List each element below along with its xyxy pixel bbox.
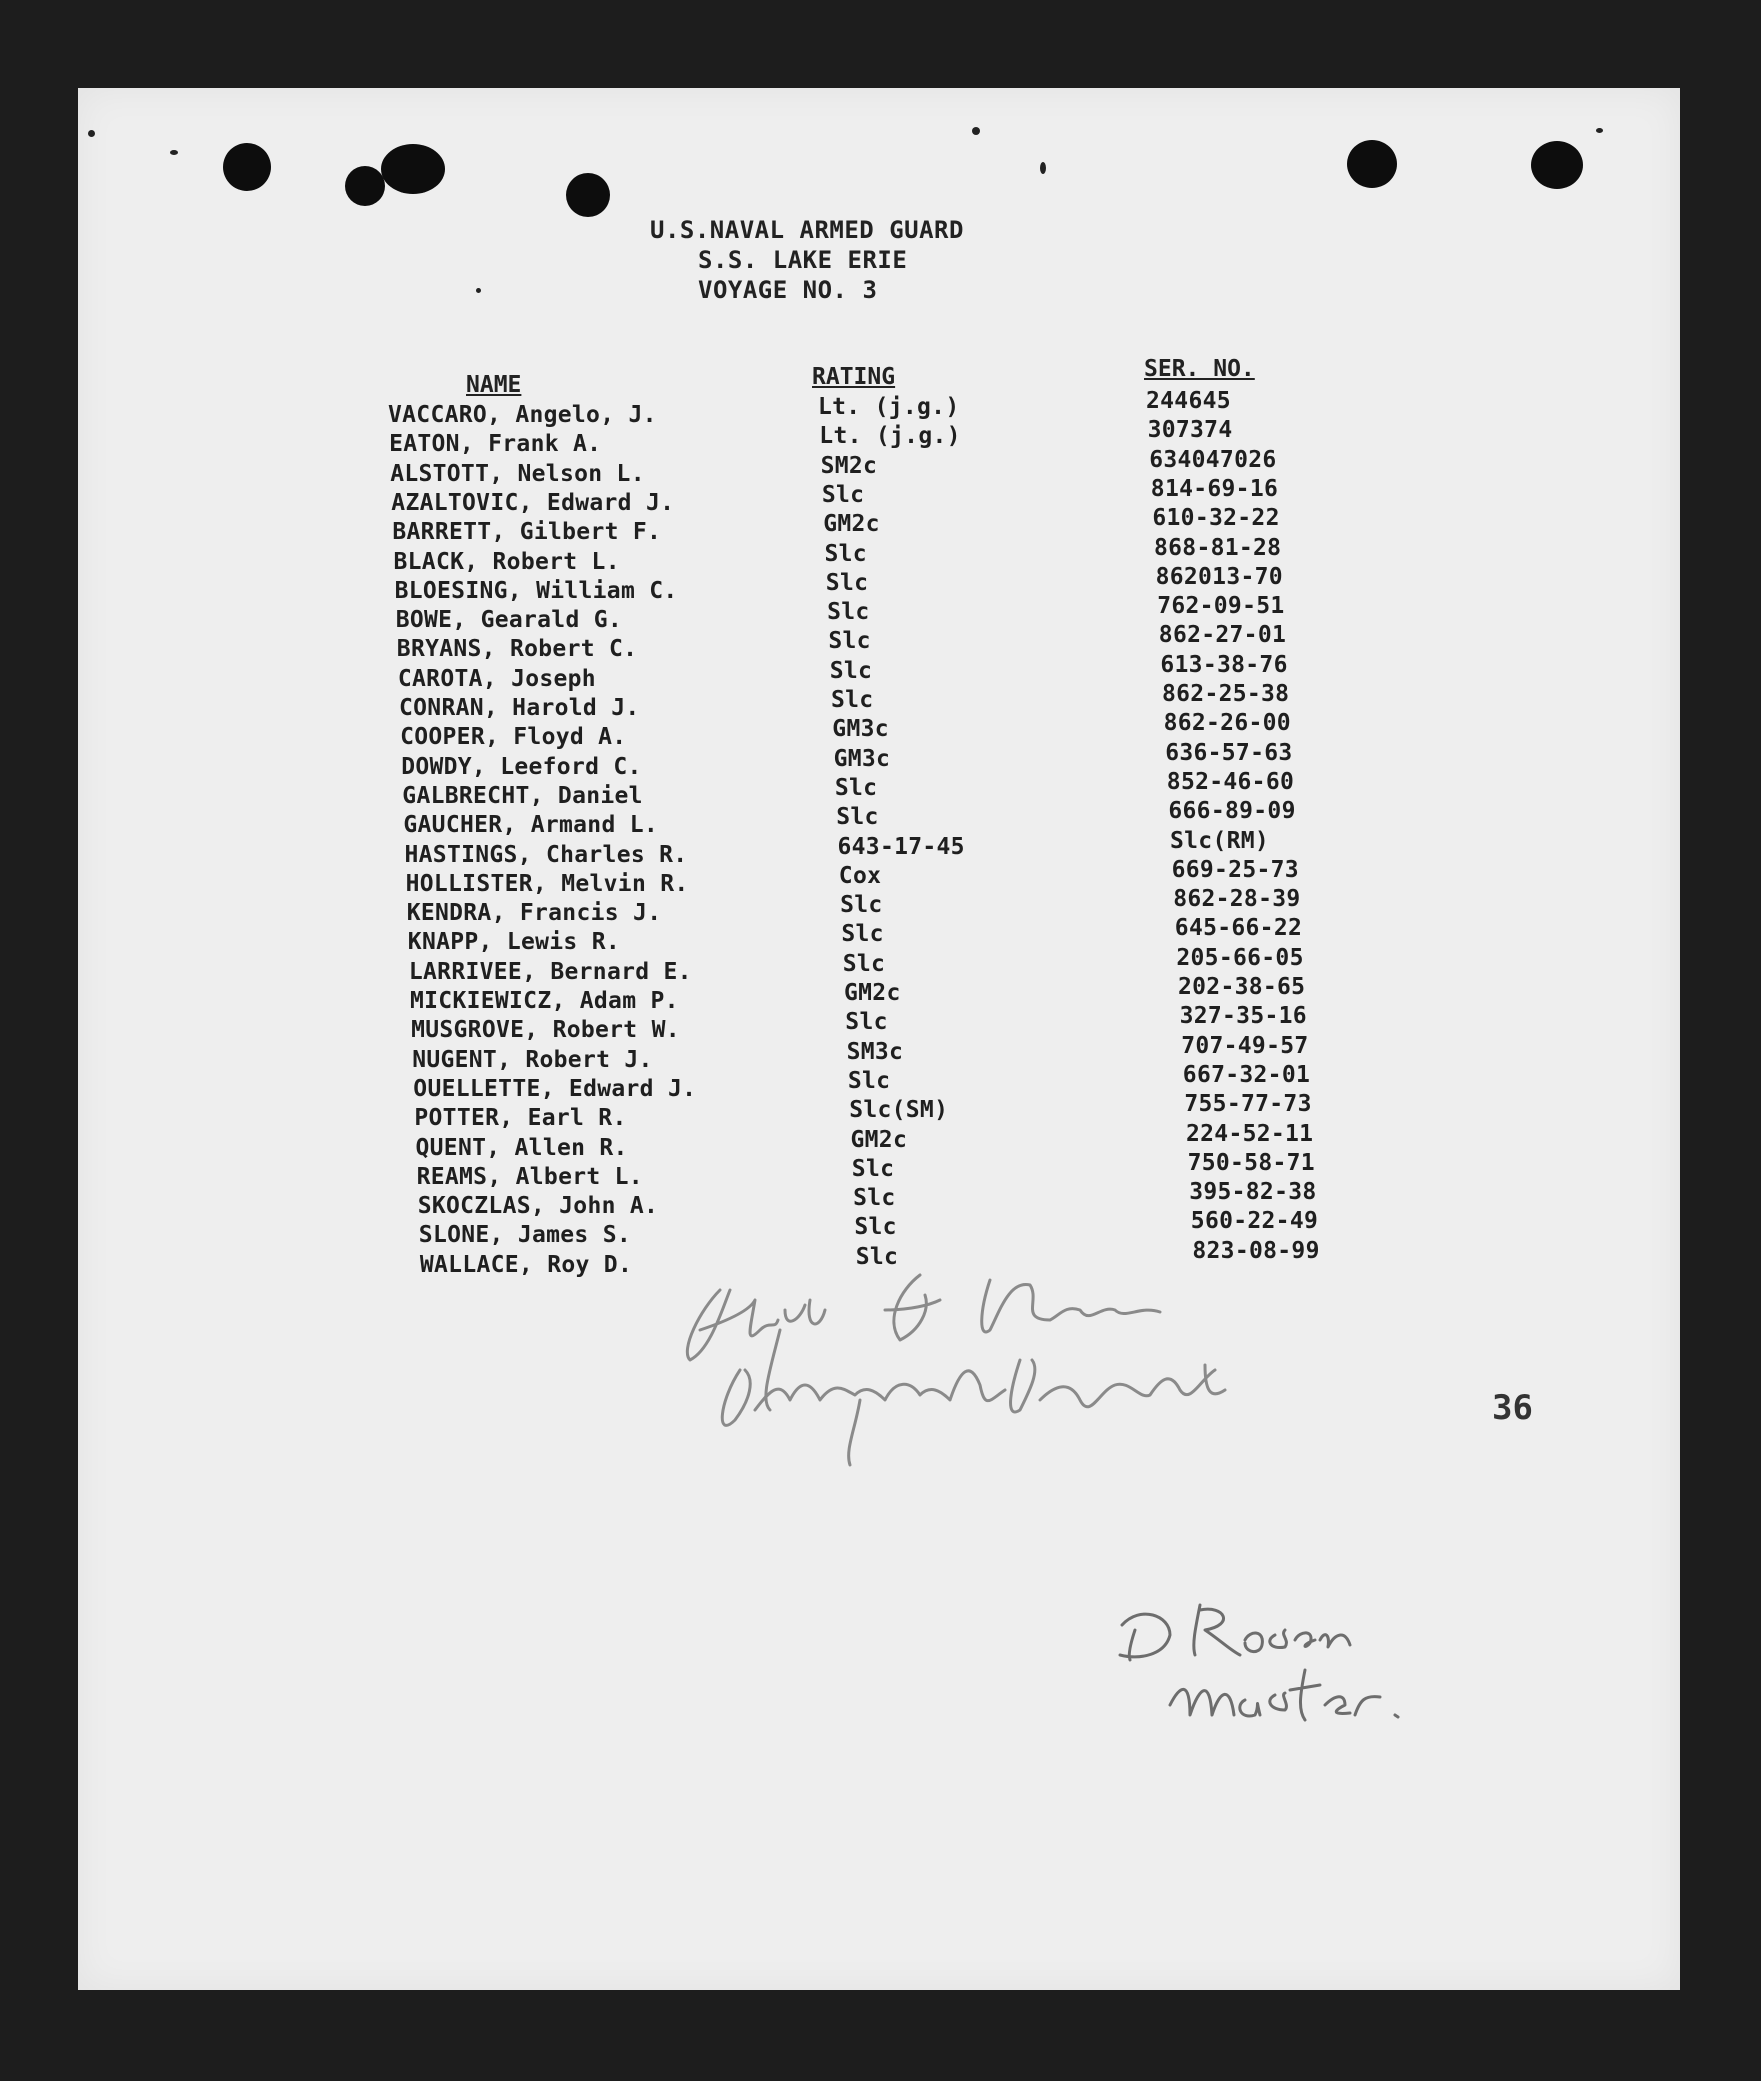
crew-rating: Slc	[853, 1185, 896, 1212]
crew-rating: Slc	[840, 892, 883, 919]
crew-serial-number: 634047026	[1149, 446, 1277, 473]
crew-serial-number: 862-27-01	[1158, 622, 1287, 649]
crew-serial-number: 814-69-16	[1150, 475, 1279, 502]
ink-speck	[972, 127, 980, 135]
crew-rating: GM2c	[850, 1126, 908, 1153]
crew-serial-number: 636-57-63	[1165, 739, 1293, 766]
ink-speck	[1596, 128, 1603, 133]
crew-rating: Cox	[838, 862, 882, 889]
crew-name: REAMS, Albert L.	[416, 1163, 643, 1190]
ink-speck	[88, 130, 95, 137]
crew-rating: Slc	[854, 1214, 897, 1241]
crew-rating: Slc	[828, 628, 871, 655]
crew-name: BRYANS, Robert C.	[396, 636, 638, 663]
crew-serial-number: 224-52-11	[1186, 1120, 1314, 1147]
column-header-serial: SER. NO.	[1144, 356, 1255, 382]
crew-serial-number: 613-38-76	[1160, 651, 1288, 678]
page-number: 36	[1492, 1388, 1533, 1428]
column-header-rating: RATING	[812, 364, 896, 390]
crew-rating: Slc(SM)	[849, 1097, 949, 1124]
crew-name: MICKIEWICZ, Adam P.	[410, 988, 679, 1014]
crew-serial-number: 666-89-09	[1168, 798, 1296, 825]
ink-speck	[1040, 162, 1046, 174]
crew-serial-number: 862-28-39	[1173, 886, 1301, 913]
ship-name: S.S. LAKE ERIE	[698, 246, 908, 274]
crew-name: GAUCHER, Armand L.	[403, 812, 659, 839]
crew-name: KENDRA, Francis J.	[406, 900, 662, 927]
crew-serial-number: 762-09-51	[1157, 593, 1285, 620]
crew-rating: Slc	[851, 1155, 895, 1182]
punch-hole	[1531, 141, 1583, 189]
crew-rating: Slc	[842, 950, 886, 977]
crew-name: HASTINGS, Charles R.	[404, 841, 688, 868]
crew-name: MUSGROVE, Robert W.	[411, 1017, 680, 1044]
crew-rating: GM3c	[833, 745, 891, 772]
crew-serial-number: 645-66-22	[1174, 915, 1303, 942]
crew-name: KNAPP, Lewis R.	[407, 929, 621, 956]
crew-serial-number: 244645	[1146, 388, 1231, 414]
voyage-number: VOYAGE NO. 3	[698, 276, 878, 304]
crew-serial-number: 669-25-73	[1171, 856, 1299, 883]
crew-rating: Slc	[831, 687, 874, 713]
crew-name: BARRETT, Gilbert F.	[392, 519, 662, 546]
crew-serial-number: 862-25-38	[1162, 681, 1290, 707]
crew-serial-number: 667-32-01	[1182, 1061, 1311, 1088]
punch-hole	[1347, 140, 1397, 188]
crew-name: VACCARO, Angelo, J.	[388, 402, 657, 428]
crew-name: OUELLETTE, Edward J.	[413, 1075, 697, 1102]
inspector-signature	[660, 1250, 1360, 1470]
crew-name: QUENT, Allen R.	[415, 1134, 628, 1161]
crew-rating: Slc	[834, 774, 878, 801]
crew-name: COOPER, Floyd A.	[400, 724, 627, 751]
crew-serial-number: 750-58-71	[1187, 1149, 1315, 1176]
crew-rating: Slc	[841, 921, 884, 948]
crew-rating: SM3c	[846, 1038, 904, 1065]
crew-serial-number: 862013-70	[1155, 563, 1283, 590]
crew-rating: GM2c	[823, 511, 880, 538]
crew-serial-number: 327-35-16	[1179, 1003, 1307, 1030]
crew-name: BOWE, Gearald G.	[395, 607, 623, 634]
crew-rating: Slc	[825, 569, 869, 596]
crew-name: LARRIVEE, Bernard E.	[408, 958, 692, 985]
crew-name: POTTER, Earl R.	[414, 1105, 627, 1132]
master-signature	[1110, 1585, 1450, 1760]
crew-name: CAROTA, Joseph	[397, 665, 596, 692]
crew-serial-number: 823-08-99	[1192, 1237, 1320, 1264]
crew-rating: Slc	[824, 540, 867, 567]
crew-rating: Slc	[845, 1009, 888, 1036]
crew-name: SKOCZLAS, John A.	[417, 1193, 659, 1220]
crew-rating: Slc	[836, 804, 879, 831]
crew-serial-number: Slc(RM)	[1170, 827, 1270, 854]
crew-name: EATON, Frank A.	[389, 431, 602, 458]
punch-hole	[381, 144, 445, 194]
crew-serial-number: 395-82-38	[1189, 1179, 1317, 1206]
crew-serial-number: 862-26-00	[1163, 710, 1291, 737]
crew-rating: Lt. (j.g.)	[819, 423, 961, 450]
ink-speck	[476, 288, 481, 293]
crew-serial-number: 707-49-57	[1181, 1032, 1309, 1059]
document-title: U.S.NAVAL ARMED GUARD	[650, 216, 964, 244]
punch-hole	[566, 173, 610, 217]
crew-serial-number: 755-77-73	[1184, 1091, 1312, 1118]
punch-hole	[345, 166, 385, 206]
crew-rating: 643-17-45	[837, 833, 965, 860]
crew-serial-number: 205-66-05	[1176, 944, 1304, 971]
crew-name: CONRAN, Harold J.	[399, 695, 640, 721]
crew-rating: Slc	[847, 1067, 891, 1094]
crew-serial-number: 560-22-49	[1190, 1208, 1319, 1235]
crew-name: NUGENT, Robert J.	[412, 1046, 653, 1073]
column-header-name: NAME	[466, 372, 522, 398]
crew-name: BLACK, Robert L.	[393, 548, 620, 575]
crew-serial-number: 307374	[1147, 417, 1233, 444]
crew-serial-number: 868-81-28	[1154, 534, 1282, 561]
crew-serial-number: 852-46-60	[1166, 768, 1295, 795]
crew-rating: GM2c	[844, 980, 901, 1006]
crew-serial-number: 610-32-22	[1152, 505, 1280, 532]
crew-rating: Slc	[829, 657, 873, 684]
crew-rating: Slc	[821, 481, 865, 508]
crew-name: BLOESING, William C.	[394, 577, 678, 604]
crew-name: DOWDY, Leeford C.	[401, 753, 642, 780]
punch-hole	[223, 143, 271, 191]
crew-rating: GM3c	[832, 716, 889, 743]
crew-rating: Lt. (j.g.)	[818, 394, 960, 420]
crew-name: AZALTOVIC, Edward J.	[391, 489, 675, 516]
crew-name: GALBRECHT, Daniel	[402, 782, 643, 809]
crew-name: SLONE, James S.	[418, 1222, 632, 1249]
crew-serial-number: 202-38-65	[1178, 974, 1306, 1000]
crew-name: ALSTOTT, Nelson L.	[390, 460, 645, 487]
crew-rating: Slc	[827, 599, 870, 626]
crew-name: WALLACE, Roy D.	[419, 1251, 633, 1278]
ink-speck	[170, 150, 178, 155]
crew-rating: SM2c	[820, 452, 878, 479]
crew-rating: Slc	[855, 1243, 899, 1270]
crew-name: HOLLISTER, Melvin R.	[405, 870, 689, 897]
